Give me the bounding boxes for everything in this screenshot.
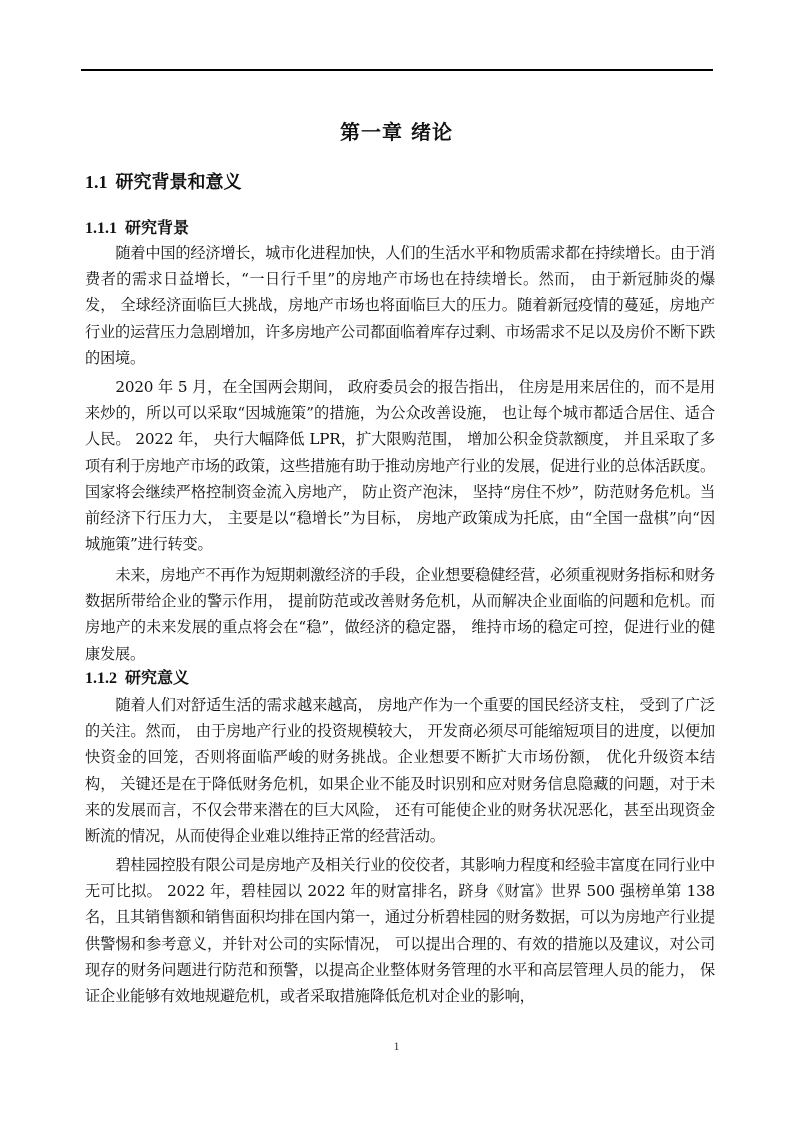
subsection-heading-background xyxy=(85,217,189,240)
subsection-number: 1.1.2 xyxy=(85,670,117,687)
subsection-number: 1.1.1 xyxy=(85,220,117,237)
header-rule xyxy=(81,69,713,71)
subsection-heading-significance xyxy=(85,667,189,690)
paragraph: 2020 年 5 月，在全国两会期间， 政府委员会的报告指出， 住房是用来居住的，而不是用来炒的，所以可以采取“因城施策”的措施，为公众改善设施， 也让每个城市都适合居住、适合人民。 2022 年， 央行大幅降低 LPR，扩大限购范围， 增加公积金贷款额度， 并且采取了多项有利于房地产市场的政策，这些措施有助于推动房地产行业的发展，促进行业的总体活跃度。国家将会继续严格控制资金流入房地产， 防止资产泡沫， 坚持“房住不炒”，防范财务危机。当前经济下行压力大， 主要是以“稳增长”为目标， 房地产政策成为托底，由“全国一盘棋”向“因城施策”进行转变。 xyxy=(85,378,715,554)
subsection-title: 研究意义 xyxy=(125,668,190,687)
section-heading xyxy=(85,169,242,196)
subsection-title: 研究背景 xyxy=(125,218,190,237)
section-title: 研究背景和意义 xyxy=(115,172,242,193)
paragraph: 碧桂园控股有限公司是房地产及相关行业的佼佼者，其影响力程度和经验丰富度在同行业中无可比拟。 2022 年，碧桂园以 2022 年的财富排名，跻身《财富》世界 500 强榜单第 138 名，且其销售额和销售面积均排在国内第一，通过分析碧桂园的财务数据，可以为房地产行业提供警惕和参考意义，并针对公司的实际情况， 可以提出合理的、有效的措施以及建议，对公司现存的财务问题进行防范和预警，以提高企业整体财务管理的水平和高层管理人员的能力， 保证企业能够有效地规避危机，或者采取措施降低危机对企业的影响， xyxy=(85,856,715,1006)
page-number: 1 xyxy=(393,1039,400,1053)
chapter-title: 第一章 绪论 xyxy=(340,120,453,144)
section-number: 1.1 xyxy=(85,172,108,192)
paragraph: 随着人们对舒适生活的需求越来越高， 房地产作为一个重要的国民经济支柱， 受到了广泛的关注。然而， 由于房地产行业的投资规模较大， 开发商必须尽可能缩短项目的进度，以便加快资金的回笼，否则将面临严峻的财务挑战。企业想要不断扩大市场份额， 优化升级资本结构， 关键还是在于降低财务危机，如果企业不能及时识别和应对财务信息隐藏的问题，对于未来的发展而言，不仅会带来潜在的巨大风险， 还有可能使企业的财务状况恶化，甚至出现资金断流的情况，从而使得企业难以维持正常的经营活动。 xyxy=(85,696,715,846)
paragraph: 未来，房地产不再作为短期刺激经济的手段，企业想要稳健经营，必须重视财务指标和财务数据所带给企业的警示作用， 提前防范或改善财务危机，从而解决企业面临的问题和危机。而房地产的未来发展的重点将会在“稳”，做经济的稳定器， 维持市场的稳定可控，促进行业的健康发展。 xyxy=(85,566,715,663)
paragraph: 随着中国的经济增长，城市化进程加快，人们的生活水平和物质需求都在持续增长。由于消费者的需求日益增长，“一日行千里”的房地产市场也在持续增长。然而， 由于新冠肺炎的爆发， 全球经济面临巨大挑战，房地产市场也将面临巨大的压力。随着新冠疫情的蔓延，房地产行业的运营压力急剧增加，许多房地产公司都面临着库存过剩、市场需求不足以及房价不断下跌的困境。 xyxy=(85,244,715,367)
